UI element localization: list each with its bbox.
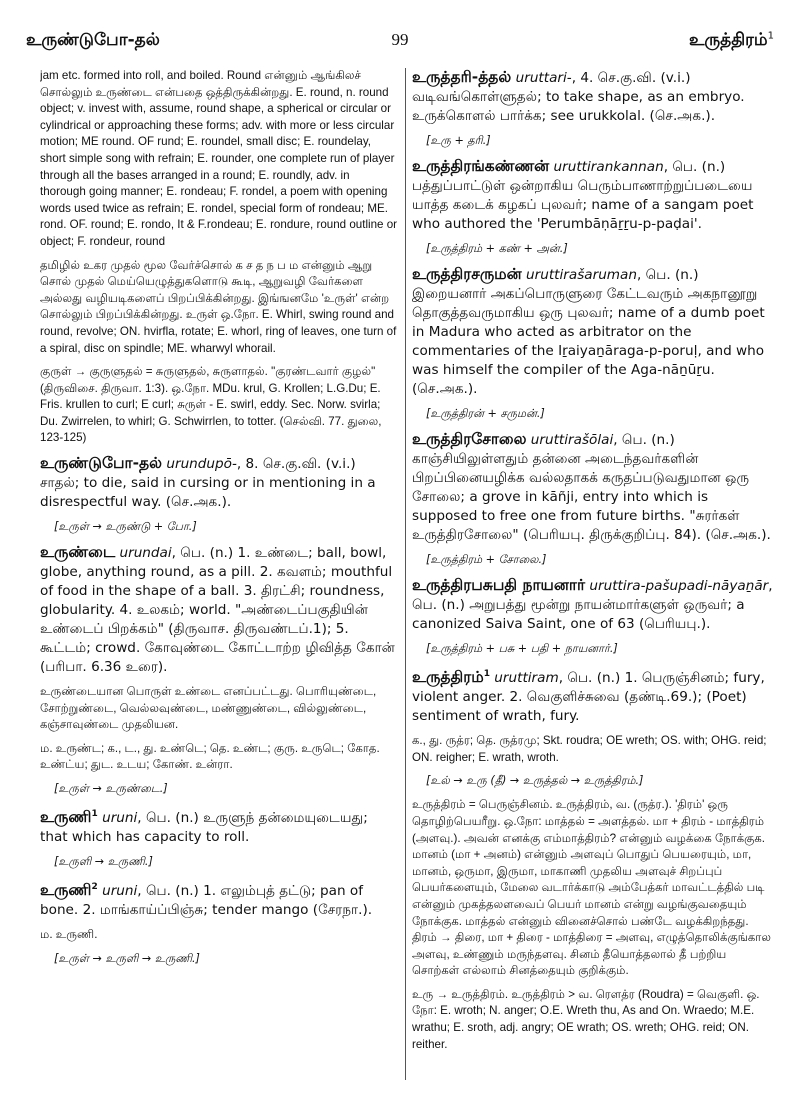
definition: , பெ. (n.) அறுபத்து மூன்று நாயன்மார்களுள் ஒருவர்; a canonized Saiva Saint, one of 63 (பெரியபு.). — [412, 578, 773, 632]
headword-text: உருணி — [40, 808, 92, 827]
headword: உருத்திரங்கண்ணன் — [412, 157, 550, 175]
left-column — [40, 68, 398, 1092]
column-divider — [405, 68, 406, 1080]
headword: உருண்டை — [40, 543, 116, 562]
page-header — [26, 30, 774, 60]
cognates: ம. உருண்ட; க., ட., து. உண்டெ; தெ. உண்ட; குரு. உருடெ; கோத. உண்ட்ய; துட. உடய; கோண். உன்ரா. — [40, 741, 380, 772]
running-head-left: உருண்டுபோ-தல் — [26, 30, 160, 50]
running-head-right — [689, 30, 774, 52]
etymology-note-2: உரு → உருத்திரம். உருத்திரம் > வ. ரௌத்ர (Roudra) = வெகுளி. ஒ. நோ: E. wroth; N. anger; O.E. Wreth thu, As and On. Wraedo; M.E. wrathu; E. sroth, adj. angry; OE wrath; OS. wreth; OHG. reid; ON. reither. — [412, 987, 760, 1051]
headword — [412, 668, 490, 686]
continued-note: jam etc. formed into roll, and boiled. Round என்னும் ஆங்கிலச் சொல்லும் உருண்டை என்பதை ஒத்திருக்கின்றது. E. round, n. round object; v. invest with, assume, round shape, a spherical or circular or cylindrical or approaching these forms; adv. with more or less circular motion; ME round. OF rund; E. roundel, small disc; E. roundelay, short simple song with refrain; E. rounder, one complete run of player through all the bases arranged in a round; E. roundly, adv. in thorough going manner; E. rondeau; F. rondel, a poem with opening words used twice as refrain; E. rondel, special form of rondeau; ME. rond. OF. round; E. rondo, It & F.rondeau; E. rondure, round outline or object; F. rondeur, round — [40, 69, 398, 248]
headword — [40, 881, 98, 899]
dictionary-entry — [412, 68, 776, 126]
running-head-right-sup: 1 — [767, 30, 774, 42]
headword: உருண்டுபோ-தல் — [40, 454, 163, 473]
homonym-number: 2 — [91, 882, 98, 893]
definition: , பெ. (n.) உருளுந் தன்மையுடையது; that which has capacity to roll. — [40, 810, 368, 846]
derivation: [உருள் → உருண்டை.] — [54, 782, 168, 796]
headword: உருத்திரசருமன் — [412, 265, 522, 283]
headword-text: உருத்திரம் — [412, 668, 484, 687]
usage-note: உருண்டையான பொருள் உண்டை எனப்பட்டது. பொரியுண்டை, சோற்றுண்டை, வெல்லவுண்டை, மண்ணுண்டை, வில்லுண்டை, கஞ்சாவுண்டை முதலியன. — [40, 685, 377, 732]
homonym-number: 1 — [91, 809, 98, 820]
dictionary-entry — [40, 878, 398, 920]
cognates: ம. உருணி. — [40, 928, 98, 942]
definition: , 4. செ.கு.வி. (v.i.) வடிவங்கொள்ளுதல்; to take shape, as an embryo. உருக்கொளல் பார்க்க; see urukkolal. (செ.அக.). — [412, 70, 745, 124]
definition: , பெ. (n.) காஞ்சியிலுள்ளதும் தன்னை அடைந்தவர்களின் பிறப்பினையழிக்க வல்லதாகக் கருதப்படுவதுமான ஒரு சோலை; a grove in kāñji, entry into which is supposed to free one from future births. "சுரர்கள் உருத்திரசோலை" (பெரியபு. திருக்குறிப்பு. 84). (செ.அக.). — [412, 432, 771, 543]
running-head-right-text: உருத்திரம் — [688, 30, 768, 50]
derivation: [உரு + தரி.] — [426, 134, 491, 147]
transliteration: urundai — [119, 545, 172, 562]
derivation: [உருள் → உருண்டு + போ.] — [54, 520, 197, 534]
headword: உருத்தரி-த்தல் — [412, 68, 512, 86]
transliteration: uruttirašaruman — [526, 267, 637, 283]
etymology-note-2: குருள் → குருளுதல் = சுருளுதல், சுருளாதல். "குரண்டவார் குழல்" (திருவிசை. திருவா. 1:3). ஒ.நோ. MDu. krul, G. Krollen; L.G.Du; E. Fris. krullen to curl; E curl; சுருள் - E. swirl, eddy. Sec. Norw. svirla; Du. Zwirrelen, to whirl; G. Schwirrlen, to totter. (செல்வி. 77. துலை, 123-125) — [40, 365, 382, 445]
transliteration: uruttirašōlai — [530, 432, 614, 448]
headword — [40, 808, 98, 826]
derivation: [உருத்திரம் + சோலை.] — [426, 553, 547, 566]
cognates: க., து. ருத்ர; தெ. ருத்ரமு; Skt. roudra; OE wreth; OS. with; OHG. reid; ON. reigher; E. wrath, wroth. — [412, 734, 767, 764]
dictionary-entry — [412, 576, 776, 634]
dictionary-entry — [412, 265, 776, 399]
transliteration: uruni — [102, 883, 138, 900]
transliteration: uruttirankannan — [553, 159, 664, 175]
page-number: 99 — [391, 30, 409, 49]
headword: உருத்திரபசுபதி நாயனார் — [412, 576, 586, 594]
transliteration: urundupō- — [166, 456, 237, 473]
derivation: [உருத்திரன் + சருமன்.] — [426, 407, 545, 420]
definition: , 8. செ.கு.வி. (v.i.) சாதல்; to die, said in cursing or in mentioning in a disrespectful way. (செ.அக.). — [40, 456, 376, 511]
dictionary-entry — [412, 157, 776, 234]
derivation: [உல் → உரு (தீ) → உருத்தல் → உருத்திரம்.] — [426, 774, 644, 788]
derivation: [உருத்திரம் + கண் + அன்.] — [426, 242, 568, 255]
definition: , பெ. (n.) 1. எலும்புத் தட்டு; pan of bone. 2. மாங்காய்ப்பிஞ்சு; tender mango (சேரநா.). — [40, 883, 373, 919]
transliteration: uruttiram — [494, 670, 559, 687]
transliteration: uruttira-pašupadi-nāyaṉār — [589, 578, 769, 594]
dictionary-entry — [412, 430, 776, 545]
transliteration: uruttari- — [515, 70, 572, 86]
etymology-note: உருத்திரம் = பெருஞ்சினம். உருத்திரம், வ. (ருத்ர.). 'திரம்' ஒரு தொழிற்பெயரீறு. ஒ.நோ: மாத்தல் = அளத்தல். மா + திரம் - மாத்திரம் (அளவு.). அவன் எனக்கு எம்மாத்திரம்? என்னும் வழக்கை நோக்குக. மானம் (மா + அனம்) என்னும் அளவுப் பொதுப் பெயரையும், மா, மானம், ஒருமா, இருமா, மாகாணி முதலிய அளவுச் சிறப்புப் பெயர்களையும், மேலை வடார்க்காடு அம்பேத்கர் மாவட்டத்தில் படி என்னும் முகத்தலளவைப் பெயர் மானம் என்று வழங்குவதையும் நோக்குக. மாத்தல் என்னும் வினைச்சொல் பண்டே வழக்கிறந்தது. திரம் → திரை, மா + திரை - மாத்திரை = அளவு, எழுத்தொலிக்குங்கால அளவு, உண்ணும் மருந்தளவு. சினம் தீயொத்தலால் தீ பற்றிய சொற்கள் எல்லாம் சினத்தையும் குறிக்கும். — [412, 798, 771, 978]
derivation: [உருளி → உருணி.] — [54, 855, 153, 869]
dictionary-entry — [40, 543, 398, 677]
definition: , பெ. (n.) இறையனார் அகப்பொருளுரை கேட்டவரும் அகநானூறு தொகுத்தவருமாகிய ஒரு புலவர்; name of a dumb poet in Madura who acted as arbitrator on the commentaries of the Iṟaiyaṉāraga-p-poruḷ, and who was himself the compiler of the Aga-nāṉūṟu.(செ.அக.). — [412, 267, 765, 397]
definition: , பெ. (n.) 1. உண்டை; ball, bowl, globe, anything round, as a pill. 2. கவளம்; mouthful of food in the shape of a ball. 3. திரட்சி; roundness, globularity. 4. உலகம்; world. "அண்டைப்பகுதியின் உண்டைப் பிறக்கம்" (திருவாச. திருவண்டப்.1); 5. கூட்டம்; crowd. கோவுண்டை கோட்டாற்ற ழிவித்த கோன் (பரிபா. 6.36 உரை). — [40, 545, 395, 676]
transliteration: uruni — [102, 810, 138, 827]
dictionary-entry — [412, 665, 776, 726]
dictionary-entry — [40, 454, 398, 512]
definition: , பெ. (n.) பத்துப்பாட்டுள் ஒன்றாகிய பெரும்பாணாற்றுப்படையை யாத்த கடைக் கழகப் புலவர்; name of a sangam poet who authored the 'Perumbāṇāṟṟu-p-paḍai'. — [412, 159, 754, 232]
headword-text: உருணி — [40, 881, 92, 900]
right-column — [412, 68, 776, 1092]
etymology-note: தமிழில் உகர முதல் மூல வேர்ச்சொல் க ச த ந ப ம என்னும் ஆறு சொல் முதல் மெய்யெழுத்துகளொடு கூடி, ஆறுவழி வேர்களை அல்லது வழியடிகளைப் பிறப்பிக்கின்றது. இங்ஙனமே 'உருள்' என்ற சொல்லும் பிறப்பிக்கின்றது. உருள் ஒ.நோ. E. Whirl, swing round and round, revolve; ON. hvirfla, rotate; E. whorl, ring of leaves, one turn of a spiral, disc on spindle; ME. wharwyl whorail. — [40, 258, 397, 355]
homonym-number: 1 — [483, 669, 490, 679]
definition: , பெ. (n.) 1. பெருஞ்சினம்; fury, violent anger. 2. வெகுளிச்சுவை (தண்டி.69.); (Poet) sentiment of wrath, fury. — [412, 670, 765, 725]
dictionary-entry — [40, 805, 398, 847]
derivation: [உருள் → உருளி → உருணி.] — [54, 951, 200, 965]
headword: உருத்திரசோலை — [412, 430, 527, 448]
derivation: [உருத்திரம் + பசு + பதி + நாயனார்.] — [426, 642, 618, 655]
